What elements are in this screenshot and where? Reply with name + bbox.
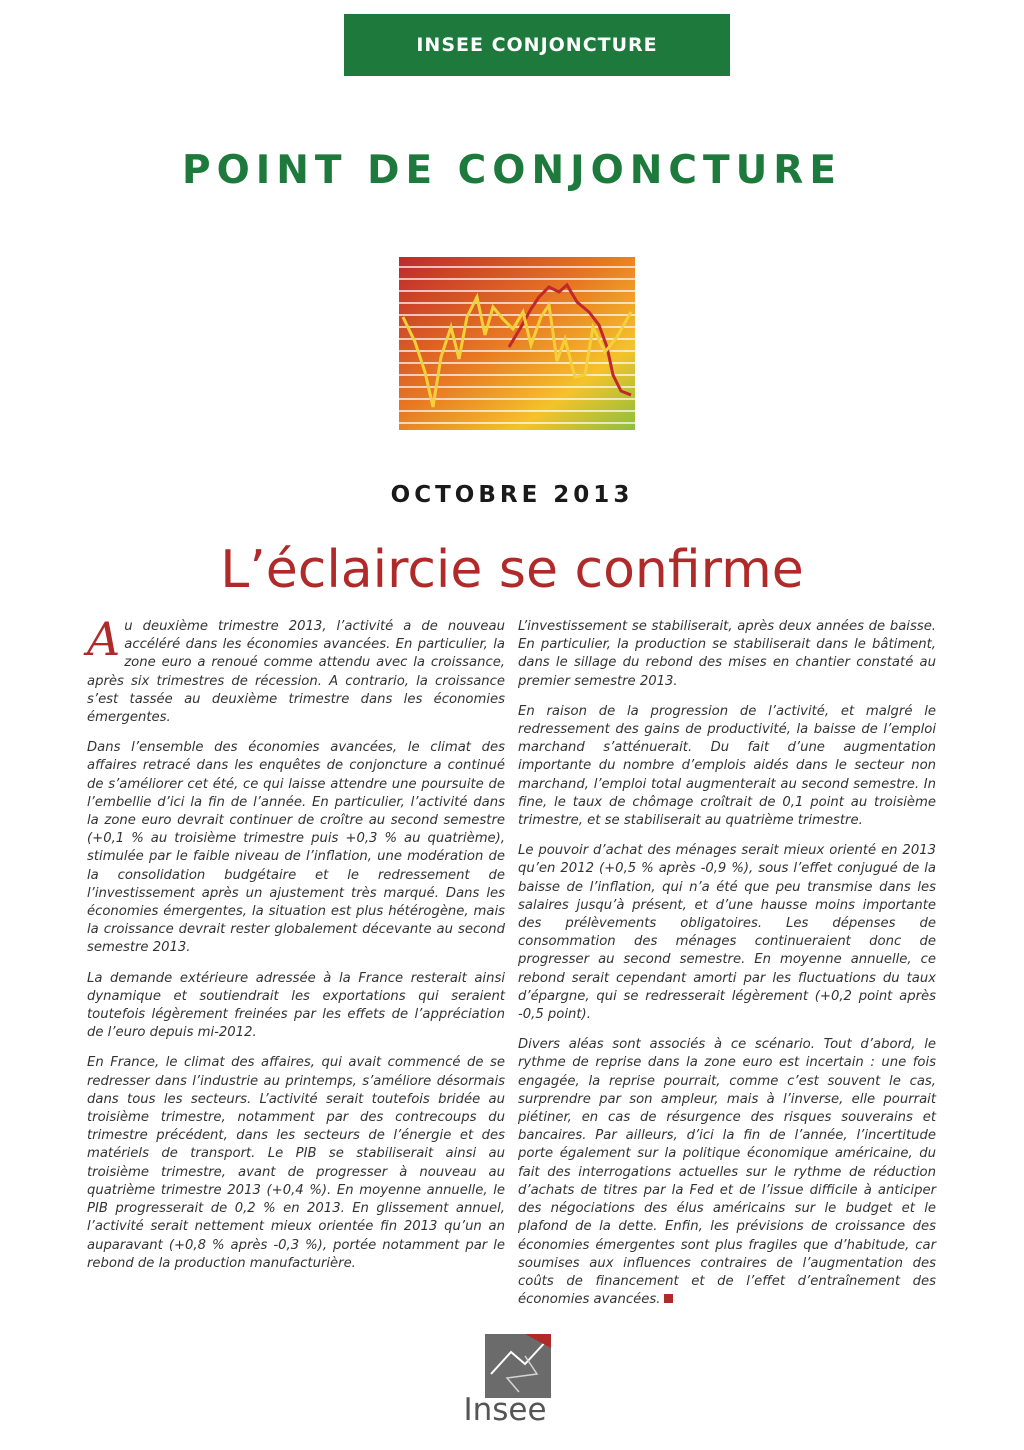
- paragraph-text: Divers aléas sont associés à ce scénario. Tout d’abord, le rythme de reprise dans la zone euro est incertain : une fois engagée, la reprise pourrait, comme c’est souvent le cas, surprendre par son ampleur, mais à l’inverse, elle pourrait piétiner, en cas de résurgence des risques souverains et bancaires. Par ailleurs, d’ici la fin de l’année, l’incertitude porte également sur la politique économique américaine, du fait des interrogations actuelles sur le rythme de réduction d’achats de titres par la Fed et de l’issue difficile à anticiper des négociations des élus américains sur le budget et le plafond de la dette. Enfin, les prévisions de croissance des économies émergentes sont plus fragiles que d’habitude, car soumises aux influences contraires de l’augmentation des coûts de financement et de l’effet d’entraînement des économies avancées.: [518, 1037, 936, 1308]
- paragraph: [87, 612, 505, 727]
- paragraph: L’investissement se stabiliserait, après deux années de baisse. En particulier, la production se stabiliserait dans le bâtiment, dans le sillage du rebond des mises en chantier constaté au premier semestre 2013.: [518, 619, 936, 689]
- insee-logo-text: Insee: [463, 1392, 547, 1428]
- paragraph: La demande extérieure adressée à la France resterait ainsi dynamique et soutiendrait les exportations qui seraient toutefois légèrement freinées par les effets de l’appréciation de l’euro depuis mi-2012.: [87, 970, 505, 1041]
- paragraph-text: u deuxième trimestre 2013, l’activité a de nouveau accéléré dans les économies avancées. En particulier, la zone euro a renoué comme attendu avec la croissance, après six trimestres de récession. A contrario, la croissance s’est tassée au deuxième trimestre dans les économies émergentes.: [87, 619, 505, 726]
- right-column: [518, 618, 936, 1321]
- dropcap-letter: A: [87, 612, 121, 666]
- chart-cover-icon: [399, 257, 635, 430]
- insee-logo-icon: [485, 1334, 551, 1398]
- issue-date: OCTOBRE 2013: [390, 482, 634, 508]
- paragraph: Dans l’ensemble des économies avancées, le climat des affaires retracé dans les enquêtes de conjoncture a continué de s’améliorer cet été, ce qui laisse attendre une poursuite de l’embellie d’ici la fin de l’année. En particulier, l’activité dans la zone euro devrait continuer de croître au second semestre (+0,1 % au troisième trimestre puis +0,3 % au quatrième), stimulée par le faible niveau de l’inflation, une modération de la consolidation budgétaire et le redressement de l’investissement après un ajustement très marqué. Dans les économies émergentes, la situation est plus hétérogène, mais la croissance devrait rester globalement décevante au second semestre 2013.: [87, 740, 505, 956]
- end-mark-icon: [664, 1294, 673, 1303]
- left-column: [87, 612, 505, 1285]
- document-title: POINT DE CONJONCTURE: [182, 148, 842, 193]
- paragraph: En France, le climat des affaires, qui avait commencé de se redresser dans l’industrie au printemps, s’améliore désormais dans tous les secteurs. L’activité serait toutefois bridée au troisième trimestre, notamment par des contrecoups du trimestre précédent, dans les secteurs de l’énergie et des matériels de transport. Le PIB se stabiliserait ainsi au troisième trimestre, avant de progresser à nouveau au quatrième trimestre 2013 (+0,4 %). En moyenne annuelle, le PIB progresserait de 0,2 % en 2013. En glissement annuel, l’activité serait nettement mieux orientée fin 2013 qu’un an auparavant (+0,8 % après -0,3 %), portée notamment par le rebond de la production manufacturière.: [87, 1055, 505, 1271]
- insee-logo: [455, 1330, 555, 1430]
- paragraph: Le pouvoir d’achat des ménages serait mieux orienté en 2013 qu’en 2012 (+0,5 % après -0,9 %), sous l’effet conjugué de la baisse de l’inflation, qui n’a été que peu transmise dans les salaires jusqu’à présent, et d’une hausse moins importante des prélèvements obligatoires. Les dépenses de consommation des ménages continueraient donc de progresser au second semestre. En moyenne annuelle, ce rebond serait cependant amorti par les fluctuations du taux d’épargne, qui se redresserait légèrement (+0,2 point après -0,5 point).: [518, 843, 936, 1023]
- paragraph: En raison de la progression de l’activité, et malgré le redressement des gains de productivité, la baisse de l’emploi marchand s’atténuerait. Du fait d’une augmentation importante du nombre d’emplois aidés dans le secteur non marchand, l’emploi total augmenterait au second semestre. In fine, le taux de chômage croîtrait de 0,1 point au troisième trimestre, et se stabiliserait au quatrième trimestre.: [518, 703, 936, 829]
- cover-chart-image: [399, 257, 635, 430]
- headline: L’éclaircie se confirme: [220, 540, 804, 600]
- header-bar: [344, 14, 730, 76]
- paragraph: [518, 1036, 936, 1309]
- header-label: INSEE CONJONCTURE: [416, 34, 658, 56]
